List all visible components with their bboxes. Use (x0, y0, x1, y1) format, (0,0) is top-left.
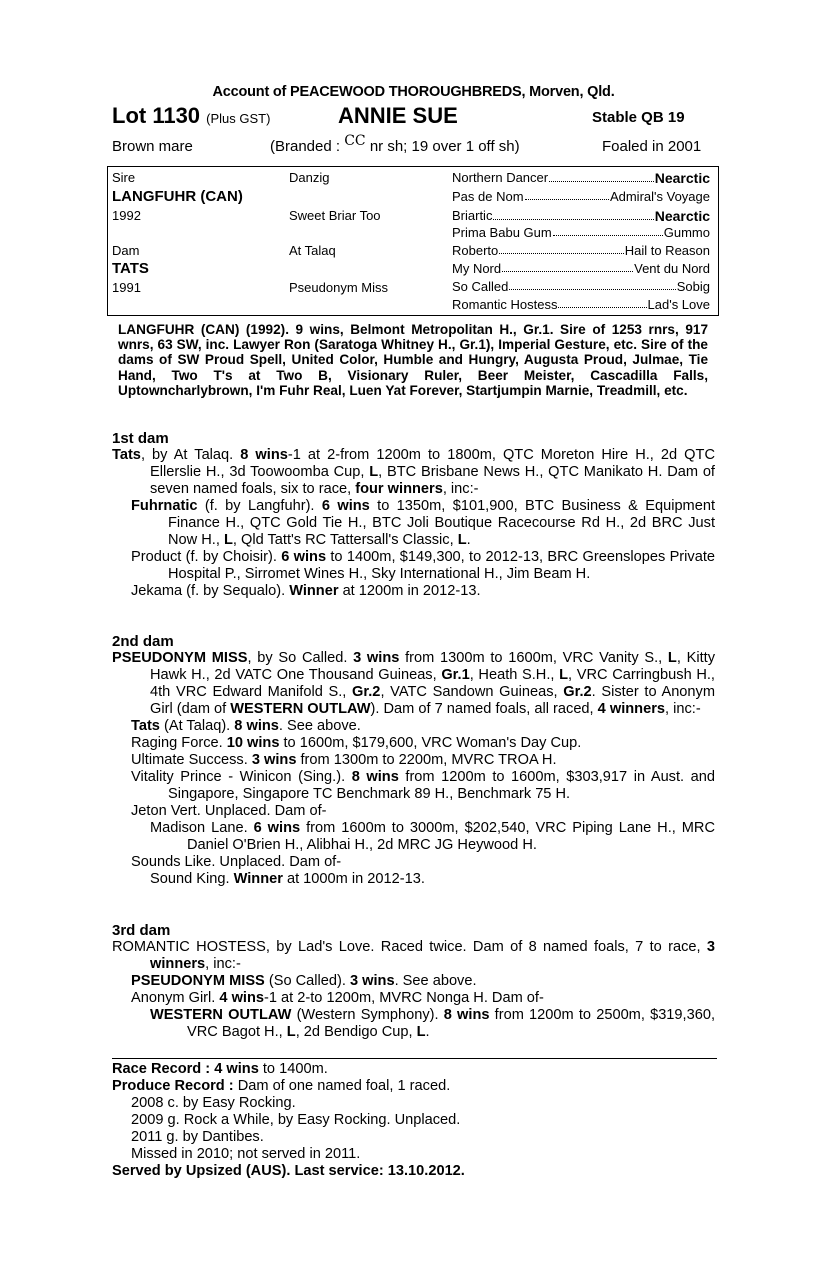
pedigree-paragraph: Ultimate Success. 3 wins from 1300m to 2200m, MVRC TROA H. (131, 752, 557, 768)
dam-name: TATS (112, 260, 149, 277)
ancestor-sire: Northern Dancer (452, 170, 549, 185)
ancestor-sire: Briartic (452, 208, 493, 223)
ancestor-dam: Lad's Love (647, 297, 710, 312)
produce-record-value: Dam of one named foal, 1 raced. (237, 1078, 451, 1094)
granddam-maternal: Pseudonym Miss (289, 280, 388, 295)
pedigree-paragraph: Fuhrnatic (f. by Langfuhr). 6 wins to 1350m, $101,900, BTC Business & Equipment Finance H., QTC Gold Tie H., BTC Joli Boutique Racecourse Rd H., 2d BRC Just Now H., L, Qld Tatt's RC Tattersall's Classic, L. (131, 498, 716, 548)
ancestor-dam: Vent du Nord (634, 261, 710, 276)
dotted-leader (549, 170, 654, 182)
dotted-leader (553, 225, 663, 236)
divider-line (112, 1058, 717, 1059)
third-dam-section (112, 922, 715, 1041)
pedigree-paragraph: WESTERN OUTLAW (Western Symphony). 8 wins from 1200m to 2500m, $319,360, VRC Bagot H., L, 2d Bendigo Cup, L. (150, 1007, 716, 1040)
ancestor-sire: Romantic Hostess (452, 297, 558, 312)
third-dam-paragraphs (112, 939, 715, 1041)
stable-number: Stable QB 19 (592, 109, 685, 126)
first-dam-paragraphs (112, 447, 715, 600)
lot-number (112, 103, 270, 129)
ancestor-row (452, 170, 710, 186)
ancestor-dam: Admiral's Voyage (609, 189, 710, 204)
pedigree-paragraph: ROMANTIC HOSTESS, by Lad's Love. Raced twice. Dam of 8 named foals, 7 to race, 3 winners, inc:- (112, 939, 715, 972)
pedigree-paragraph: PSEUDONYM MISS (So Called). 3 wins. See above. (131, 973, 477, 989)
sire-summary: LANGFUHR (CAN) (1992). 9 wins, Belmont Metropolitan H., Gr.1. Sire of 1253 rnrs, 917 wnrs, 63 SW, inc. Lawyer Ron (Saratoga Whitney H., Gr.1), Imperial Gesture, etc. Sire of the dams of SW Proud Spell, United Color, Humble and Hungry, Augusta Proud, Julmae, Tie Hand, Two T's at Two B, Visionary Ruler, Beer Meister, Cascadilla Falls, Uptowncharlybrown, I'm Fuhr Real, Luen Yat Forever, Startjumpin Marnie, Treadmill, etc. (118, 322, 708, 398)
sire-year: 1992 (112, 208, 141, 223)
vendor-account: Account of PEACEWOOD THOROUGHBREDS, Morven, Qld. (212, 84, 615, 100)
ancestor-dam: Nearctic (654, 208, 710, 224)
ancestor-dam: Nearctic (654, 170, 710, 186)
dotted-leader (502, 261, 633, 272)
ancestor-sire: Roberto (452, 243, 499, 258)
ancestor-dam: Hail to Reason (624, 243, 710, 258)
records-section (112, 1061, 717, 1180)
pedigree-paragraph: Sound King. Winner at 1000m in 2012-13. (150, 871, 425, 887)
pedigree-paragraph: Raging Force. 10 wins to 1600m, $179,600, VRC Woman's Day Cup. (131, 735, 582, 751)
first-dam-section (112, 430, 715, 600)
race-record-label: Race Record : (112, 1061, 211, 1077)
race-record-value: 4 wins (214, 1061, 259, 1077)
second-dam-paragraphs (112, 650, 715, 888)
pedigree-paragraph: Vitality Prince - Winicon (Sing.). 8 wins from 1200m to 1600m, $303,917 in Aust. and Singapore, Singapore TC Benchmark 89 H., Benchmark 75 H. (131, 769, 716, 802)
ancestor-dam: Sobig (676, 279, 710, 294)
ancestor-sire: Prima Babu Gum (452, 225, 552, 240)
grandsire-paternal: Danzig (289, 170, 330, 185)
lot-label: Lot 1130 (112, 103, 201, 128)
brand-prefix: (Branded : (270, 138, 341, 155)
ancestor-sire: My Nord (452, 261, 502, 276)
brand-description (270, 133, 520, 155)
ancestor-row (452, 297, 710, 312)
pedigree-paragraph: PSEUDONYM MISS, by So Called. 3 wins from 1300m to 1600m, VRC Vanity S., L, Kitty Hawk H., 2d VATC One Thousand Guineas, Gr.1, Heath S.H., L, VRC Carringbush H., 4th VRC Edward Manifold S., Gr.2, VATC Sandown Guineas, Gr.2. Sister to Anonym Girl (dam of WESTERN OUTLAW). Dam of 7 named foals, all raced, 4 winners, inc:- (112, 650, 715, 717)
ancestor-sire: Pas de Nom (452, 189, 524, 204)
gst-note: (Plus GST) (206, 111, 271, 126)
grandsire-maternal: At Talaq (289, 243, 336, 258)
dotted-leader (499, 243, 623, 254)
ancestor-row (452, 208, 710, 224)
pedigree-paragraph: Tats, by At Talaq. 8 wins-1 at 2-from 1200m to 1800m, QTC Moreton Hire H., 2d QTC Ellerslie H., 3d Toowoomba Cup, L, BTC Brisbane News H., QTC Manikato H. Dam of seven named foals, six to race, four winners, inc:- (112, 447, 715, 497)
brand-suffix: nr sh; 19 over 1 off sh) (369, 138, 520, 155)
produce-item: 2011 g. by Dantibes. (131, 1129, 264, 1145)
dotted-leader (558, 297, 646, 308)
ancestor-dam: Gummo (663, 225, 710, 240)
ancestor-row (452, 243, 710, 258)
pedigree-paragraph: Product (f. by Choisir). 6 wins to 1400m, $149,300, to 2012-13, BRC Greenslopes Private Hospital P., Sirromet Wines H., Sky International H., Jim Beam H. (131, 549, 715, 582)
second-dam-heading: 2nd dam (112, 633, 174, 650)
dotted-leader (509, 279, 675, 290)
dotted-leader (493, 208, 653, 220)
dotted-leader (525, 189, 609, 200)
pedigree-paragraph: Jeton Vert. Unplaced. Dam of- (131, 803, 327, 819)
race-record-rest: to 1400m. (262, 1061, 328, 1077)
produce-record (112, 1078, 717, 1095)
dam-year: 1991 (112, 280, 141, 295)
ancestor-sire: So Called (452, 279, 509, 294)
colour-sex: Brown mare (112, 138, 193, 155)
second-dam-section (112, 633, 715, 888)
produce-item: 2008 c. by Easy Rocking. (131, 1095, 296, 1111)
third-dam-heading: 3rd dam (112, 922, 171, 939)
ancestor-row (452, 261, 710, 276)
ancestor-row (452, 189, 710, 204)
ancestor-row (452, 279, 710, 294)
horse-name: ANNIE SUE (338, 103, 458, 128)
pedigree-paragraph: Anonym Girl. 4 wins-1 at 2-to 1200m, MVRC Nonga H. Dam of- (131, 990, 544, 1006)
granddam-paternal: Sweet Briar Too (289, 208, 381, 223)
produce-item: 2009 g. Rock a While, by Easy Rocking. Unplaced. (131, 1112, 461, 1128)
sire-label: Sire (112, 170, 136, 185)
produce-record-label: Produce Record : (112, 1078, 234, 1094)
pedigree-table (107, 166, 719, 316)
sire-name: LANGFUHR (CAN) (112, 188, 243, 205)
foaled-year: Foaled in 2001 (602, 138, 702, 155)
pedigree-paragraph: Madison Lane. 6 wins from 1600m to 3000m, $202,540, VRC Piping Lane H., MRC Daniel O'Brien H., Alibhai H., 2d MRC JG Heywood H. (150, 820, 716, 853)
race-record (112, 1061, 717, 1078)
produce-item: Missed in 2010; not served in 2011. (131, 1146, 361, 1162)
pedigree-paragraph: Tats (At Talaq). 8 wins. See above. (131, 718, 361, 734)
ancestor-row (452, 225, 710, 240)
pedigree-paragraph: Jekama (f. by Sequalo). Winner at 1200m in 2012-13. (131, 583, 481, 599)
pedigree-paragraph: Sounds Like. Unplaced. Dam of- (131, 854, 342, 870)
dam-label: Dam (112, 243, 140, 258)
first-dam-heading: 1st dam (112, 430, 169, 447)
last-service: Served by Upsized (AUS). Last service: 13.10.2012. (112, 1163, 465, 1179)
brand-mark: CC (344, 133, 366, 149)
